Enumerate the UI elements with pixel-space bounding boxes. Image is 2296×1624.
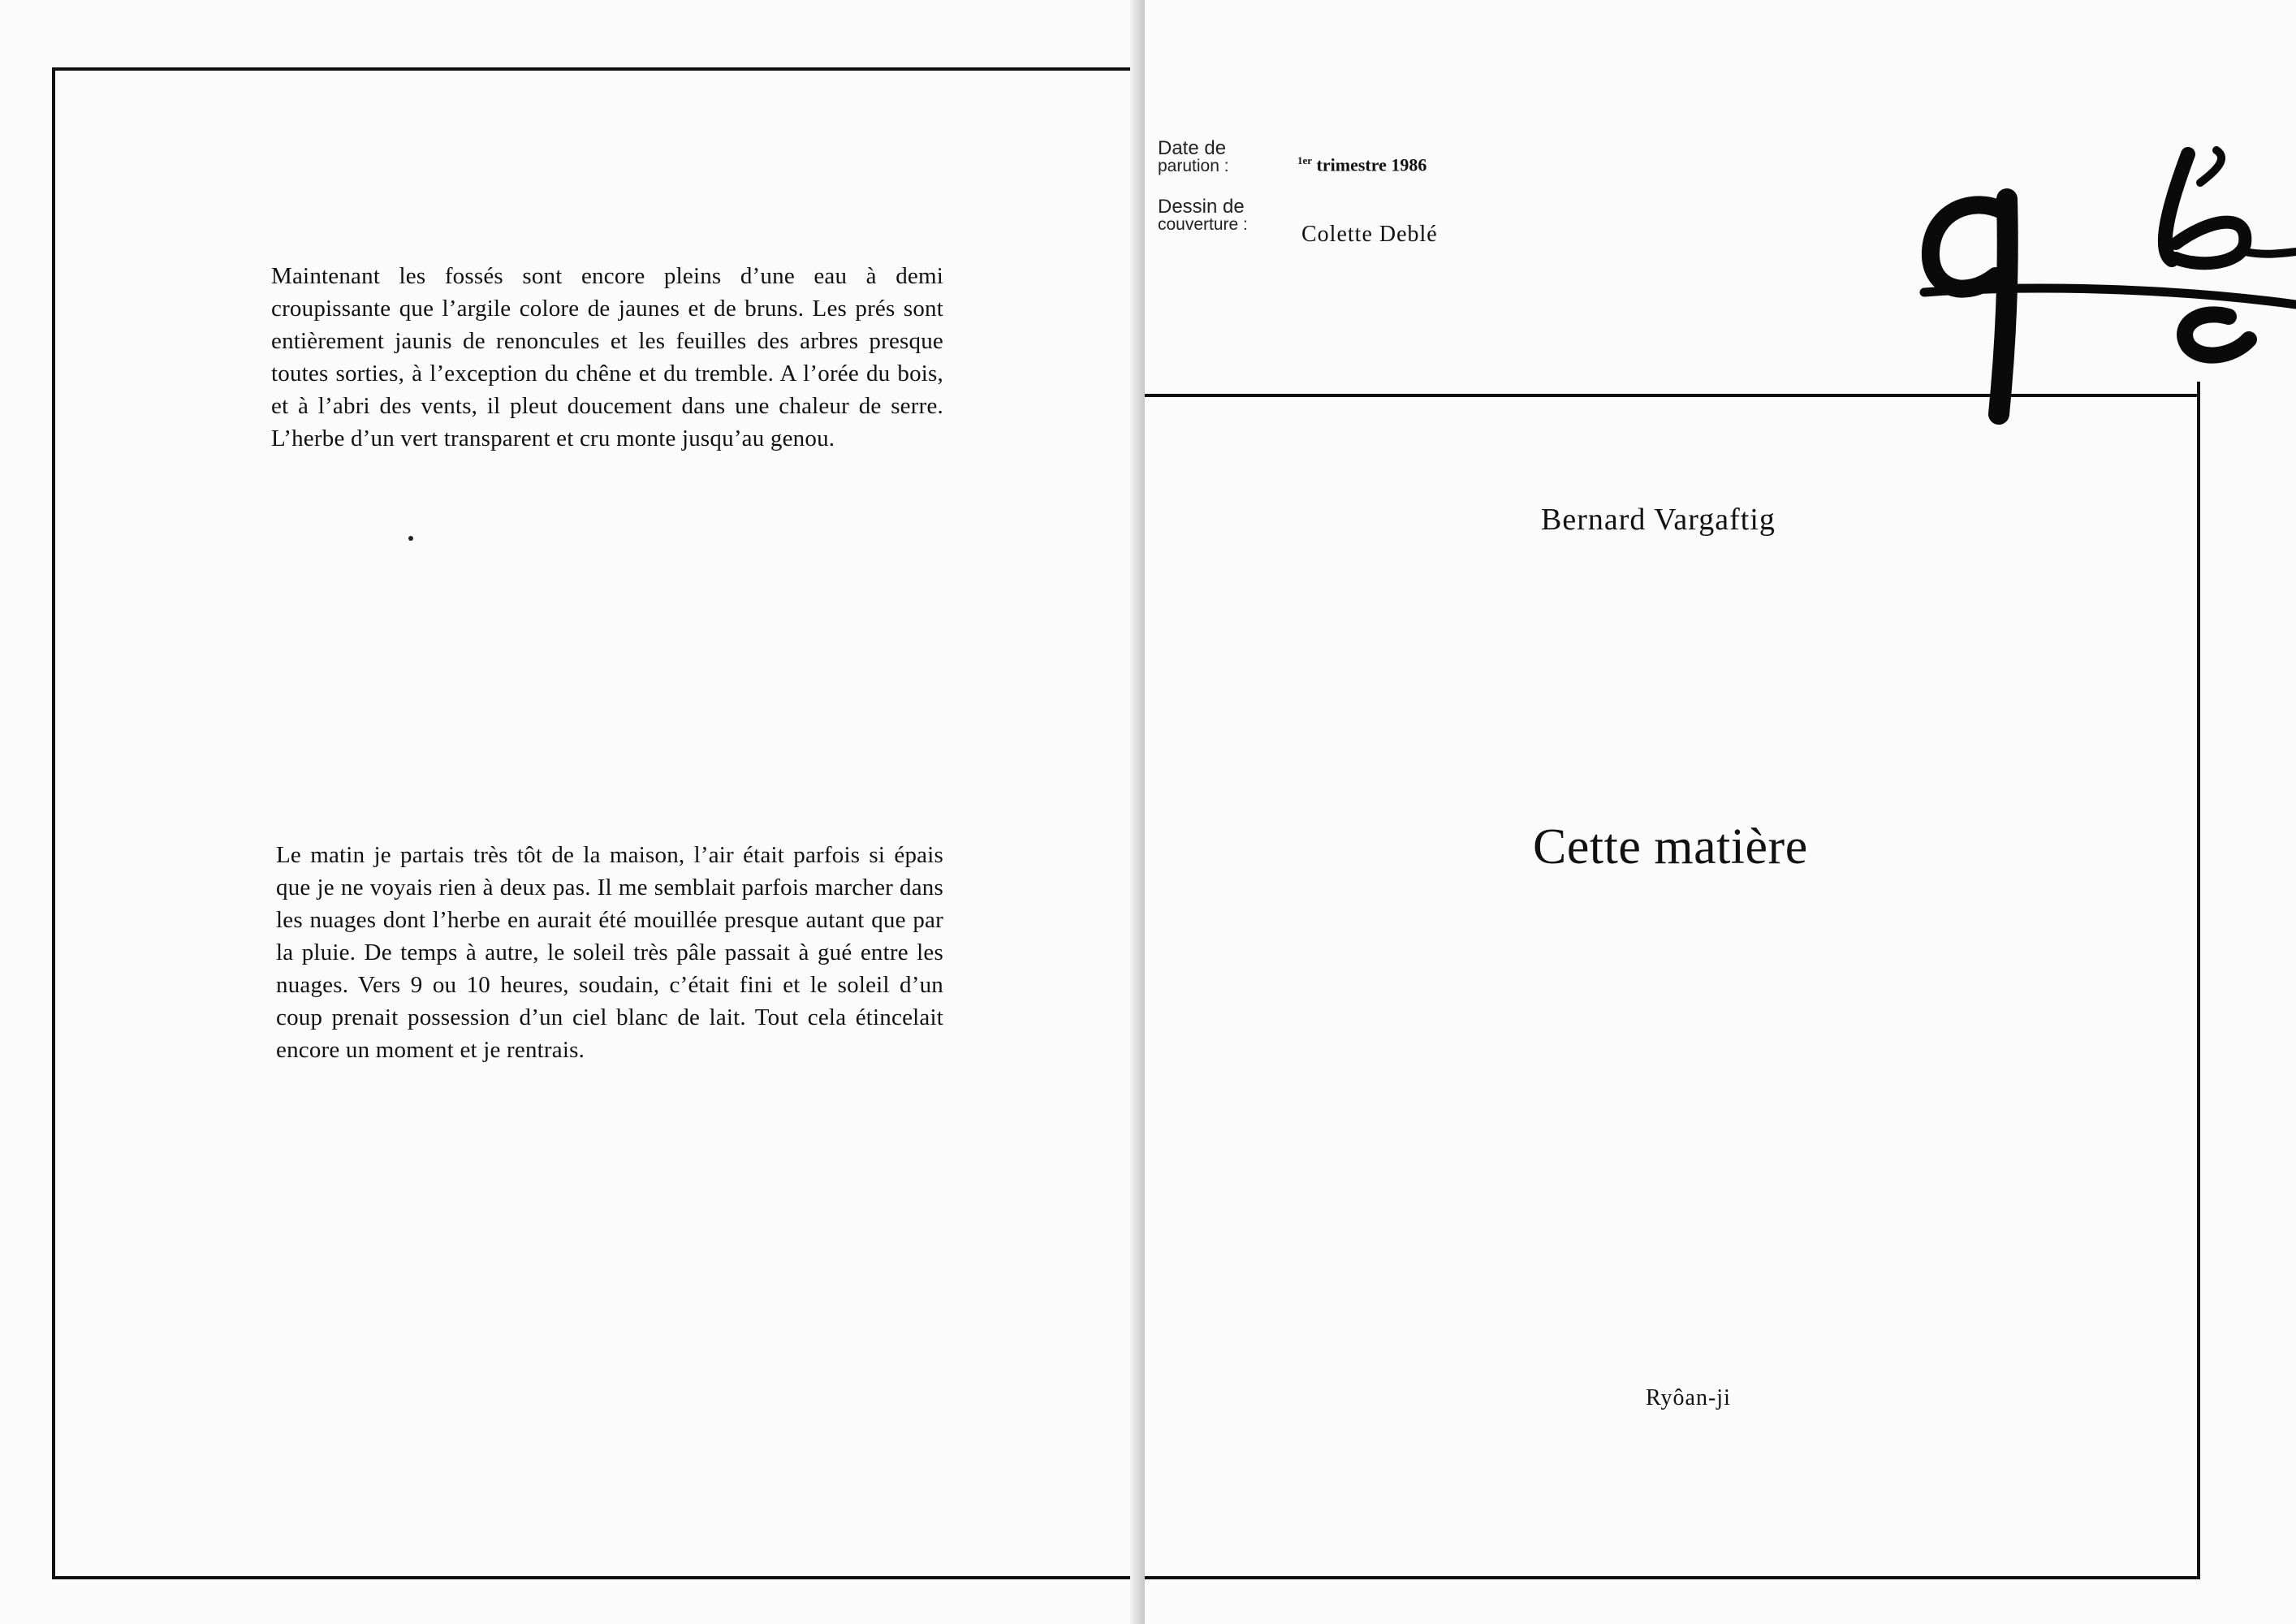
date-label: Date de parution : [1158,137,1229,175]
book-title: Cette matière [1533,819,1808,875]
paragraph-2: Le matin je partais très tôt de la maison, l’air était parfois si épais que je ne voyais rien à deux pas. Il me semblait parfois marcher dans les nuages dont l’herbe en aurait été mouillée presque autant que par la pluie. De temps à autre, le soleil très pâle passait à gué entre les nuages. Vers 9 ou 10 heures, soudain, c’était fini et le soleil d’un coup prenait possession d’un ciel blanc de lait. Tout cela étincelait encore un moment et je rentrais. [276,842,943,1063]
author-name: Bernard Vargaftig [1541,503,1776,537]
calligraphy-logo [1908,122,2296,463]
left-page [0,0,1145,1624]
ink-dot [408,536,413,541]
right-bottom-rule [1145,1576,2200,1579]
right-page [1145,0,2296,1624]
cover-label: Dessin de couverture : [1158,196,1248,234]
left-top-rule [52,67,1145,71]
publisher-name: Ryôan-ji [1646,1385,1731,1410]
left-bottom-rule [52,1576,1145,1579]
right-side-rule [2197,382,2200,1579]
cover-artist: Colette Deblé [1301,222,1438,247]
left-side-rule [52,67,55,1579]
date-value: $^{1er}$ trimestre 1986 [1297,154,1427,175]
paragraph-1: Maintenant les fossés sont encore pleins d’une eau à demi croupissante que l’argile colore de jaunes et de bruns. Les prés sont entièrement jaunis de renoncules et les feuilles des arbres presque toutes sorties, à l’exception du chêne et du tremble. A l’orée du bois, et à l’abri des vents, il pleut doucement dans une chaleur de serre. L’herbe d’un vert transparent et cru monte jusqu’au genou. [271,263,943,451]
